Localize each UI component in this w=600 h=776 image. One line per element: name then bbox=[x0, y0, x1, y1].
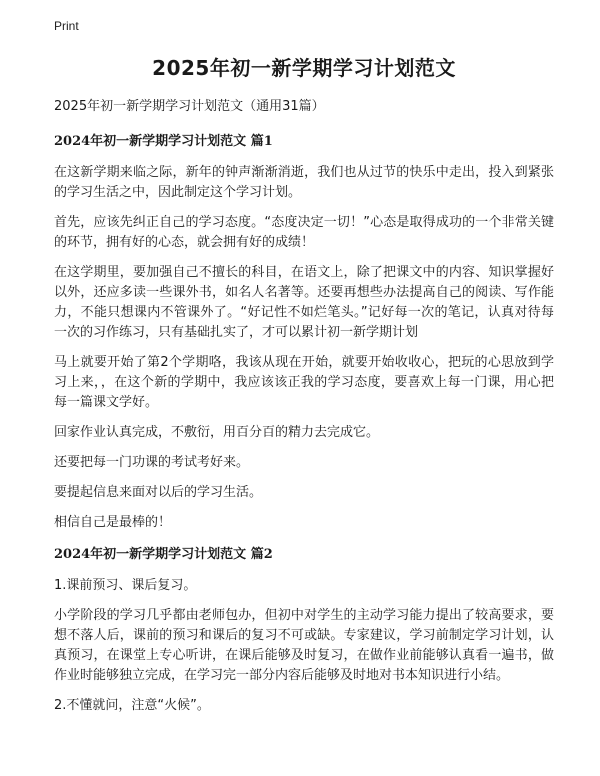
paragraph: 还要把每一门功课的考试考好来。 bbox=[54, 455, 250, 470]
paragraph: 1.课前预习、课后复习。 bbox=[54, 578, 197, 593]
print-link[interactable]: Print bbox=[54, 19, 79, 33]
paragraph: 要提起信息来面对以后的学习生活。 bbox=[54, 485, 263, 500]
document-body bbox=[54, 52, 554, 726]
paragraph: 首先，应该先纠正自己的学习态度。“态度决定一切！”心态是取得成功的一个非常关键的环节，拥有好的心态，就会拥有好的成绩！ bbox=[54, 215, 554, 250]
paragraph: 小学阶段的学习几乎都由老师包办，但初中对学生的主动学习能力提出了较高要求，要想不落人后，课前的预习和课后的复习不可或缺。专家建议，学习前制定学习计划，认真预习，在课堂上专心听讲，在课后能够及时复习，在做作业前能够认真看一遍书，做作业时能够独立完成，在学习完一部分内容后能够及时地对书本知识进行小结。 bbox=[54, 608, 554, 683]
paragraph: 相信自己是最棒的！ bbox=[54, 515, 172, 530]
section-2 bbox=[54, 543, 554, 716]
paragraph: 马上就要开始了第2个学期咯，我该从现在开始，就要开始收收心，把玩的心思放到学习上来，，在这个新的学期中，我应该该正我的学习态度，要喜欢上每一门课，用心把每一篇课文学好。 bbox=[54, 355, 554, 410]
page-title: 2025年初一新学期学习计划范文 bbox=[152, 56, 456, 80]
paragraph: 回家作业认真完成，不敷衍，用百分百的精力去完成它。 bbox=[54, 425, 380, 440]
section-heading: 2024年初一新学期学习计划范文 篇1 bbox=[54, 134, 273, 149]
section-heading: 2024年初一新学期学习计划范文 篇2 bbox=[54, 547, 273, 562]
document-subtitle: 2025年初一新学期学习计划范文（通用31篇） bbox=[54, 99, 325, 114]
section-1 bbox=[54, 130, 554, 533]
paragraph: 2.不懂就问，注意“火候”。 bbox=[54, 698, 210, 713]
paragraph: 在这学期里，要加强自己不擅长的科目，在语文上，除了把课文中的内容、知识掌握好以外，还应多读一些课外书，如名人名著等。还要再想些办法提高自己的阅读、写作能力，不能只想课内不管课外了。“好记性不如烂笔头。”记好每一次的笔记，认真对待每一次的习作练习，只有基础扎实了，才可以累计初一新学期计划 bbox=[54, 265, 554, 340]
paragraph: 在这新学期来临之际，新年的钟声渐渐消逝，我们也从过节的快乐中走出，投入到紧张的学习生活之中，因此制定这个学习计划。 bbox=[54, 165, 554, 200]
